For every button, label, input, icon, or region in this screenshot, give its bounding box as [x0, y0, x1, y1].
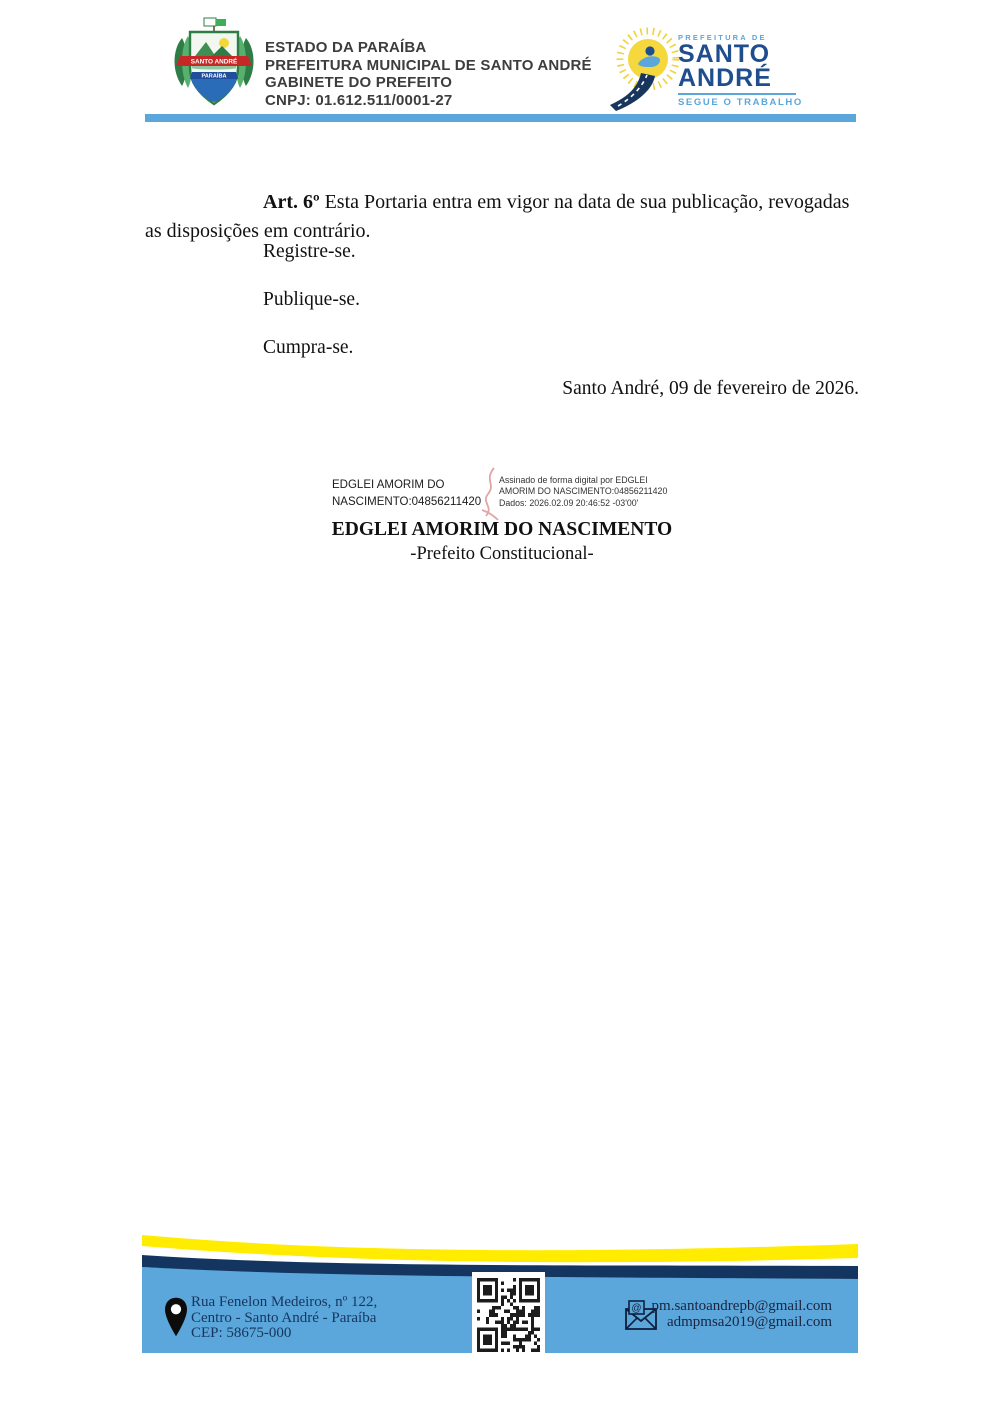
- header-divider-bar: [145, 114, 856, 122]
- registre-se-line: Registre-se.: [263, 241, 356, 262]
- signer-role: -Prefeito Constitucional-: [410, 544, 594, 564]
- article-6-paragraph: [145, 188, 859, 246]
- org-line-cnpj: CNPJ: 01.612.511/0001-27: [265, 91, 453, 109]
- email-primary: pm.santoandrepb@gmail.com: [651, 1298, 832, 1314]
- emblem-banner-bottom-text: PARAÍBA: [201, 73, 227, 80]
- publique-se-line: Publique-se.: [263, 289, 360, 310]
- qr-code: [472, 1272, 545, 1357]
- digital-details-line1: Assinado de forma digital por EDGLEI: [499, 475, 648, 485]
- logo-separator: [678, 93, 796, 95]
- article-6-text: Esta Portaria entra em vigor na data de sua publicação, revogadas as disposições em contrário.: [145, 191, 850, 242]
- coat-of-arms: [168, 16, 260, 115]
- footer-address: [191, 1295, 377, 1342]
- location-pin-icon: [165, 1297, 187, 1342]
- logo-name-line1: SANTO: [678, 40, 771, 68]
- city-logo: [608, 27, 808, 111]
- org-line-office: GABINETE DO PREFEITO: [265, 74, 453, 91]
- digital-signature-details: [499, 475, 667, 509]
- emblem-banner-top-text: SANTO ANDRÉ: [190, 58, 238, 66]
- address-cep: CEP: 58675-000: [191, 1325, 292, 1342]
- digital-details-line2: AMORIM DO NASCIMENTO:04856211420: [499, 486, 668, 497]
- footer: [142, 1233, 858, 1359]
- email-secondary: admpmsa2019@gmail.com: [666, 1313, 832, 1330]
- city-logo-text: [678, 33, 804, 108]
- sun-road-logo-icon: [608, 27, 686, 116]
- logo-slogan: SEGUE O TRABALHO: [678, 97, 803, 108]
- logo-name-line2: ANDRÉ: [678, 64, 772, 92]
- article-6-label: Art. 6º: [263, 191, 320, 213]
- digital-details-line3: Dados: 2026.02.09 20:46:52 -03'00': [499, 497, 639, 508]
- digital-signer-line1: EDGLEI AMORIM DO: [332, 479, 445, 491]
- digital-signer-name: [332, 477, 481, 510]
- header-org-block: [265, 39, 592, 109]
- org-line-state: ESTADO DA PARAÍBA: [265, 39, 427, 56]
- org-line-city: PREFEITURA MUNICIPAL DE SANTO ANDRÉ: [265, 56, 592, 74]
- footer-emails: [542, 1299, 832, 1330]
- logo-prefix: PREFEITURA DE: [678, 33, 767, 42]
- date-place-line: Santo André, 09 de fevereiro de 2026.: [562, 378, 859, 399]
- address-district: Centro - Santo André - Paraíba: [191, 1309, 377, 1326]
- signer-printed-name: EDGLEI AMORIM DO NASCIMENTO: [331, 519, 673, 540]
- address-street: Rua Fenelon Medeiros, nº 122,: [191, 1294, 378, 1310]
- svg-text:@: @: [631, 1303, 642, 1314]
- cumpra-se-line: Cumpra-se.: [263, 337, 354, 358]
- digital-signer-line2: NASCIMENTO:04856211420: [332, 495, 482, 508]
